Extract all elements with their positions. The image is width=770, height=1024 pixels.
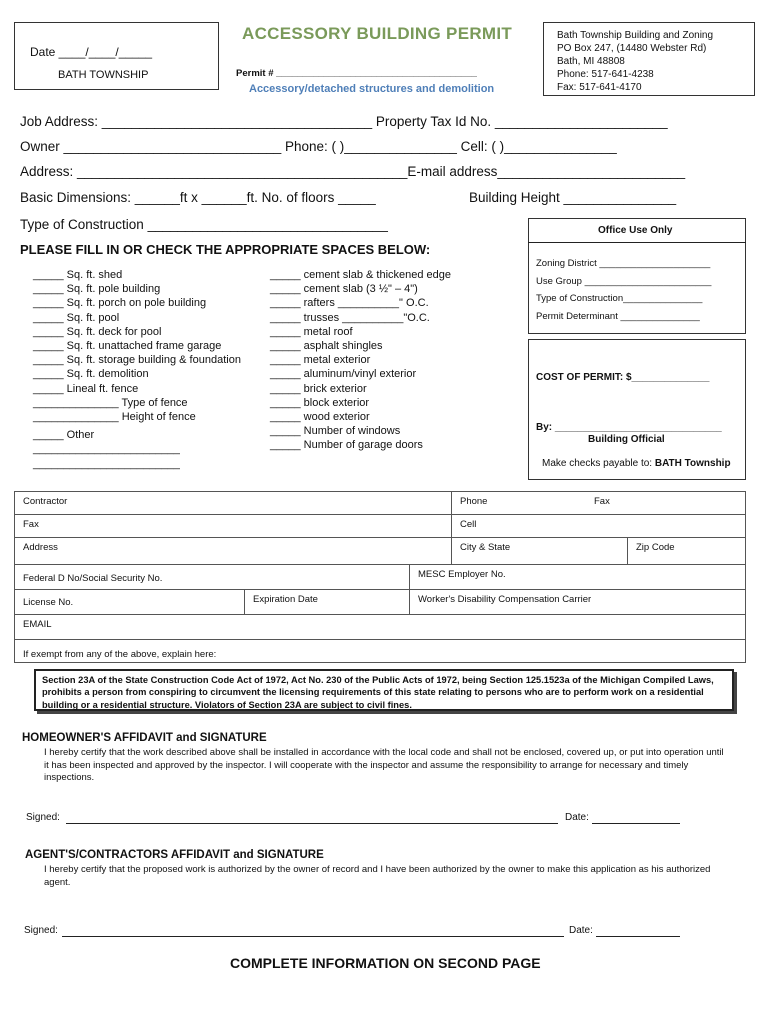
checklist-item[interactable]: _____ metal exterior <box>270 354 371 367</box>
checklist-item[interactable]: _____ Lineal ft. fence <box>33 382 139 395</box>
homeowner-text: I hereby certify that the work described above shall be installed in accordance with the local code and shall not be enclosed, covered up, or put into operation until it has been inspected and approved by the inspector. I will cooperate with the inspector and assume the responsibility to arrange for necessary and timely inspections. <box>44 747 724 783</box>
phone-label: Phone <box>460 496 488 507</box>
left-checklist <box>33 268 241 471</box>
checklist-item[interactable]: _____ brick exterior <box>270 382 367 395</box>
checklist-item[interactable]: ________________________ <box>33 443 180 456</box>
checklist-item[interactable]: _____ Sq. ft. shed <box>33 269 123 281</box>
mesc-cell[interactable] <box>409 564 746 590</box>
cost-of-permit-field[interactable]: COST OF PERMIT: $______________ <box>536 372 710 383</box>
checklist-item[interactable]: _____ trusses __________"O.C. <box>270 311 430 324</box>
township-label: BATH TOWNSHIP <box>58 69 149 81</box>
license-cell[interactable] <box>14 589 245 615</box>
address-line: Fax: 517-641-4170 <box>557 82 642 93</box>
page-title: ACCESSORY BUILDING PERMIT <box>242 24 513 43</box>
city-state-cell[interactable] <box>451 537 628 565</box>
checks-payee: BATH Township <box>654 458 731 469</box>
agent-heading: AGENT'S/CONTRACTORS AFFIDAVIT and SIGNATURE <box>25 849 324 861</box>
agent-date-label: Date: <box>569 925 593 936</box>
checklist-item[interactable]: _____ Sq. ft. unattached frame garage <box>33 340 222 353</box>
construction-type-office-field[interactable]: Type of Construction_______________ <box>536 293 703 304</box>
homeowner-date-label: Date: <box>565 812 589 823</box>
by-field[interactable]: By: ______________________________ <box>536 422 722 433</box>
address-cell[interactable] <box>14 537 452 565</box>
homeowner-date-line[interactable] <box>592 823 680 824</box>
agent-signature-line[interactable] <box>62 936 564 937</box>
contractor-label: Contractor <box>23 496 68 507</box>
checklist-item[interactable]: ______________ Type of fence <box>33 396 188 409</box>
checklist-item[interactable]: _____ block exterior <box>270 396 370 409</box>
address-line: Bath, MI 48808 <box>557 56 625 67</box>
instructions-heading: PLEASE FILL IN OR CHECK THE APPROPRIATE SPACES BELOW: <box>20 242 431 257</box>
job-address-field[interactable]: Job Address: ____________________________________ Property Tax Id No. _______________________ <box>20 114 668 129</box>
expiration-cell[interactable] <box>244 589 410 615</box>
permit-determinant-field[interactable]: Permit Determinant _______________ <box>536 310 700 322</box>
checklist-item[interactable]: _____ Sq. ft. deck for pool <box>33 325 162 338</box>
checklist-item[interactable]: _____ Sq. ft. pool <box>33 311 120 324</box>
checklist-item[interactable]: _____ rafters __________" O.C. <box>270 297 429 310</box>
address-line: Bath Township Building and Zoning <box>557 30 714 41</box>
township-address <box>557 29 713 94</box>
checks-payable <box>542 458 731 469</box>
fax-cell[interactable] <box>14 514 452 538</box>
fax-label: Fax <box>23 519 39 530</box>
office-use-title: Office Use Only <box>598 225 673 236</box>
fax-right-label: Fax <box>594 496 610 507</box>
checklist-item[interactable]: _____ Sq. ft. demolition <box>33 368 149 381</box>
phone-cell[interactable] <box>451 491 746 515</box>
permit-number-field[interactable]: Permit # ______________________________________ <box>236 68 477 79</box>
agent-text: I hereby certify that the proposed work is authorized by the owner of record and I have been authorized by the owner to make this application as his authorized agent. <box>44 864 711 888</box>
checklist-item[interactable]: _____ asphalt shingles <box>270 340 383 353</box>
office-fields <box>536 255 711 325</box>
building-height-field[interactable]: Building Height _______________ <box>469 190 677 205</box>
building-official-label: Building Official <box>588 434 665 445</box>
zoning-district-field[interactable]: Zoning District _____________________ <box>536 258 711 269</box>
expiration-label: Expiration Date <box>253 594 318 605</box>
address-label: Address <box>23 542 58 553</box>
federal-id-label: Federal D No/Social Security No. <box>23 573 163 584</box>
cell-phone-cell[interactable] <box>451 514 746 538</box>
footer-note: COMPLETE INFORMATION ON SECOND PAGE <box>230 955 541 971</box>
zip-cell[interactable] <box>627 537 746 565</box>
workers-comp-label: Worker's Disability Compensation Carrier <box>418 594 592 605</box>
homeowner-signed-label: Signed: <box>26 812 60 823</box>
subtitle: Accessory/detached structures and demolition <box>249 83 495 95</box>
checklist-item[interactable]: _____ metal roof <box>270 325 353 338</box>
homeowner-heading: HOMEOWNER'S AFFIDAVIT and SIGNATURE <box>22 732 267 744</box>
checks-prefix: Make checks payable to: <box>542 458 655 469</box>
address-field[interactable]: Address: ____________________________________________E-mail address_________________________ <box>20 164 686 179</box>
dimensions-field[interactable]: Basic Dimensions: ______ft x ______ft. No. of floors _____ <box>20 190 376 205</box>
checklist-item[interactable]: _____ cement slab (3 ½" – 4") <box>270 283 418 296</box>
zip-label: Zip Code <box>636 542 675 553</box>
email-label: EMAIL <box>23 619 52 630</box>
city-state-label: City & State <box>460 542 511 553</box>
use-group-field[interactable]: Use Group ________________________ <box>536 275 712 287</box>
federal-id-cell[interactable] <box>14 564 410 590</box>
mesc-label: MESC Employer No. <box>418 569 506 580</box>
date-field[interactable]: Date ____/____/_____ <box>30 45 153 59</box>
checklist-item[interactable]: _____ Number of garage doors <box>270 439 423 452</box>
agent-signed-label: Signed: <box>24 925 58 936</box>
agent-date-line[interactable] <box>596 936 680 937</box>
exempt-label: If exempt from any of the above, explain here: <box>23 649 217 660</box>
checklist-item[interactable]: _____ Sq. ft. storage building & foundation <box>33 354 241 367</box>
checklist-item[interactable]: _____ Number of windows <box>270 425 401 438</box>
office-divider <box>528 242 746 243</box>
address-line: Phone: 517-641-4238 <box>557 69 654 80</box>
checklist-item[interactable]: _____ Other <box>33 429 95 442</box>
checklist-item[interactable]: _____ cement slab & thickened edge <box>270 269 452 281</box>
right-checklist <box>270 268 451 453</box>
checklist-item[interactable]: ______________ Height of fence <box>33 411 196 424</box>
checklist-item[interactable]: _____ aluminum/vinyl exterior <box>270 368 417 381</box>
checklist-item[interactable]: _____ wood exterior <box>270 411 370 424</box>
checklist-item[interactable]: _____ Sq. ft. pole building <box>33 283 161 296</box>
checklist-item[interactable]: ________________________ <box>33 457 180 470</box>
construction-type-field[interactable]: Type of Construction ________________________________ <box>20 217 388 232</box>
homeowner-signature-line[interactable] <box>66 823 558 824</box>
owner-field[interactable]: Owner _____________________________ Phone: ( )_______________ Cell: ( )_______________ <box>20 139 617 154</box>
license-label: License No. <box>23 597 74 608</box>
contractor-cell[interactable] <box>14 491 452 515</box>
exempt-cell[interactable] <box>14 639 746 663</box>
section-23a-notice: Section 23A of the State Construction Code Act of 1972, Act No. 230 of the Public Acts of 1972, being Section 125.1523a of the Michigan Compiled Laws, prohibits a person from conspiring to circumvent the licensing requirements of this state relating to persons who are to perform work on a residential building or a residential structure. Violators of Section 23A are subject to civil fines. <box>34 669 734 711</box>
workers-comp-cell[interactable] <box>409 589 746 615</box>
cell-label: Cell <box>460 519 477 530</box>
checklist-item[interactable]: _____ Sq. ft. porch on pole building <box>33 297 207 310</box>
address-line: PO Box 247, (14480 Webster Rd) <box>557 43 707 54</box>
email-cell[interactable] <box>14 614 746 640</box>
